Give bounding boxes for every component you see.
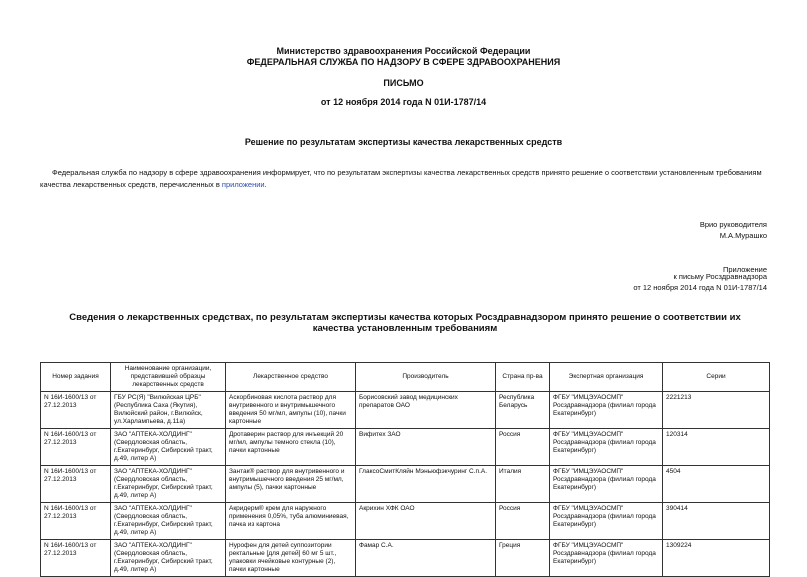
decision-title: Решение по результатам экспертизы качества лекарственных средств <box>244 137 563 147</box>
cell-series: 2221213 <box>663 392 770 429</box>
cell-expert-org: ФГБУ "ИМЦЭУАОСМП" Росздравнадзора (филиал города Екатеринбург) <box>550 429 663 466</box>
cell-task-number: N 16И-1600/13 от 27.12.2013 <box>41 503 111 540</box>
cell-organization: ЗАО "АПТЕКА-ХОЛДИНГ" (Свердловская область, г.Екатеринбург, Сибирский тракт, д.49, литер А) <box>111 466 226 503</box>
body-text-before: Федеральная служба по надзору в сфере здравоохранения информирует, что по результатам экспертизы качества лекарственных средств принято решение о соответствии установленным требованиям качества лекарственных средств, перечисленных в <box>40 168 762 189</box>
appendix-link[interactable]: приложении <box>221 180 265 189</box>
table-row <box>41 392 770 429</box>
cell-country: Россия <box>496 429 550 466</box>
cell-organization: ГБУ РС(Я) "Вилюйская ЦРБ" (Республика Саха (Якутия), Вилюйский район, г.Вилюйск, ул.Харлампьева, д.11а) <box>111 392 226 429</box>
cell-expert-org: ФГБУ "ИМЦЭУАОСМП" Росздравнадзора (филиал города Екатеринбург) <box>550 540 663 577</box>
cell-medicine: Нурофен для детей суппозитории ректальные [для детей] 60 мг 5 шт., упаковки ячейковые контурные (2), пачки картонные <box>226 540 356 577</box>
service-heading: ФЕДЕРАЛЬНАЯ СЛУЖБА ПО НАДЗОРУ В СФЕРЕ ЗДРАВООХРАНЕНИЯ <box>246 57 561 67</box>
table-row <box>41 466 770 503</box>
cell-series: 1309224 <box>663 540 770 577</box>
body-paragraph <box>40 167 768 191</box>
cell-medicine: Зантак® раствор для внутривенного и внутримышечного введения 25 мг/мл, ампулы (5), пачки картонные <box>226 466 356 503</box>
header-manufacturer: Производитель <box>356 363 496 392</box>
cell-country: Россия <box>496 503 550 540</box>
header-country: Страна пр-ва <box>496 363 550 392</box>
cell-task-number: N 16И-1600/13 от 27.12.2013 <box>41 540 111 577</box>
cell-organization: ЗАО "АПТЕКА-ХОЛДИНГ" (Свердловская область, г.Екатеринбург, Сибирский тракт, д.49, литер А) <box>111 429 226 466</box>
cell-expert-org: ФГБУ "ИМЦЭУАОСМП" Росздравнадзора (филиал города Екатеринбург) <box>550 392 663 429</box>
header-task-number: Номер задания <box>41 363 111 392</box>
cell-manufacturer: Вифитех ЗАО <box>356 429 496 466</box>
appendix-to-letter: к письму Росздравнадзора <box>673 272 767 281</box>
signature-name: М.А.Мурашко <box>719 231 767 240</box>
header-organization: Наименование организации, представившей образцы лекарственных средств <box>111 363 226 392</box>
ministry-heading: Министерство здравоохранения Российской Федерации <box>276 46 531 56</box>
letter-date: от 12 ноября 2014 года N 01И-1787/14 <box>320 97 487 107</box>
cell-manufacturer: ГлаксоСмитКляйн Мэньюфэкчуринг С.п.А. <box>356 466 496 503</box>
cell-medicine: Акридерм® крем для наружного применения 0,05%, туба алюминиевая, пачка из картона <box>226 503 356 540</box>
cell-country: Италия <box>496 466 550 503</box>
cell-task-number: N 16И-1600/13 от 27.12.2013 <box>41 466 111 503</box>
cell-series: 120314 <box>663 429 770 466</box>
cell-medicine: Аскорбиновая кислота раствор для внутривенного и внутримышечного введения 50 мг/мл, ампулы (10), пачки картонные <box>226 392 356 429</box>
medicines-table <box>40 362 770 577</box>
letter-heading: ПИСЬМО <box>383 78 424 88</box>
header-expert-org: Экспертная организация <box>550 363 663 392</box>
appendix-date: от 12 ноября 2014 года N 01И-1787/14 <box>633 283 767 292</box>
table-row <box>41 503 770 540</box>
cell-country: Греция <box>496 540 550 577</box>
cell-manufacturer: Борисовский завод медицинских препаратов ОАО <box>356 392 496 429</box>
appendix-label: Приложение <box>723 265 767 274</box>
cell-manufacturer: Акрихин ХФК ОАО <box>356 503 496 540</box>
header-series: Серии <box>663 363 770 392</box>
cell-organization: ЗАО "АПТЕКА-ХОЛДИНГ" (Свердловская область, г.Екатеринбург, Сибирский тракт, д.49, литер А) <box>111 503 226 540</box>
cell-task-number: N 16И-1600/13 от 27.12.2013 <box>41 429 111 466</box>
header-medicine: Лекарственное средство <box>226 363 356 392</box>
table-row <box>41 429 770 466</box>
cell-country: Республика Беларусь <box>496 392 550 429</box>
table-header-row <box>41 363 770 392</box>
body-text-after: . <box>264 180 267 189</box>
cell-medicine: Дротаверин раствор для инъекций 20 мг/мл, ампулы темного стекла (10), пачки картонные <box>226 429 356 466</box>
cell-expert-org: ФГБУ "ИМЦЭУАОСМП" Росздравнадзора (филиал города Екатеринбург) <box>550 466 663 503</box>
cell-organization: ЗАО "АПТЕКА-ХОЛДИНГ" (Свердловская область, г.Екатеринбург, Сибирский тракт, д.49, литер А) <box>111 540 226 577</box>
cell-series: 4504 <box>663 466 770 503</box>
cell-expert-org: ФГБУ "ИМЦЭУАОСМП" Росздравнадзора (филиал города Екатеринбург) <box>550 503 663 540</box>
info-title: Сведения о лекарственных средствах, по результатам экспертизы качества которых Росздравнадзором принято решение о соответствии их качества установленным требованиям <box>69 312 741 334</box>
cell-task-number: N 16И-1600/13 от 27.12.2013 <box>41 392 111 429</box>
cell-series: 390414 <box>663 503 770 540</box>
signature-position: Врио руководителя <box>699 220 767 229</box>
cell-manufacturer: Фамар С.А. <box>356 540 496 577</box>
